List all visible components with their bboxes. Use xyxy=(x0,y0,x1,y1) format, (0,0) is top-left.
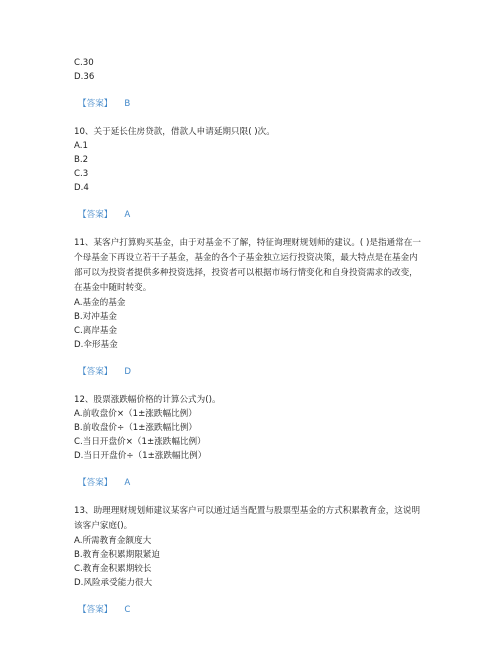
option-c-prev: C.30 xyxy=(74,58,94,68)
question-10-option-d: D.4 xyxy=(74,183,89,193)
question-10-option-a: A.1 xyxy=(74,141,88,151)
answer-label: 【答案】 xyxy=(78,478,113,488)
answer-value: B xyxy=(124,99,131,109)
answer-label: 【答案】 xyxy=(78,605,113,615)
question-12-answer xyxy=(74,476,434,490)
answer-prev xyxy=(74,97,434,111)
question-12-option-c: C.当日开盘价×（1±涨跌幅比例） xyxy=(74,437,206,447)
answer-value: C xyxy=(124,605,131,615)
answer-label: 【答案】 xyxy=(78,210,113,220)
question-12-option-a: A.前收盘价×（1±涨跌幅比例） xyxy=(74,409,197,419)
question-13-answer xyxy=(74,603,434,617)
question-10-option-c: C.3 xyxy=(74,169,89,179)
question-11-stem: 11、某客户打算购买基金，由于对基金不了解，特征询理财规划师的建议。( )是指通常在一个母基金下再设立若干子基金，基金的各个子基金独立运行投资决策，最大特点是在基金内部可以为投资者提供多种投资选择，投资者可以根据市场行情变化和自身投资需求的改变，在基金中随时转变。 xyxy=(74,238,421,293)
question-11-option-b: B.对冲基金 xyxy=(74,312,118,322)
question-12-option-d: D.当日开盘价÷（1±涨跌幅比例） xyxy=(74,451,207,461)
question-13-option-a: A.所需教育金额度大 xyxy=(74,536,152,546)
question-13-option-d: D.风险承受能力很大 xyxy=(74,578,153,588)
question-12-option-b: B.前收盘价÷（1±涨跌幅比例） xyxy=(74,423,198,433)
option-d-prev: D.36 xyxy=(74,72,95,82)
answer-value: A xyxy=(124,210,131,220)
document-page xyxy=(74,56,434,617)
question-12-stem: 12、股票涨跌幅价格的计算公式为()。 xyxy=(74,395,221,405)
question-10-answer xyxy=(74,208,434,222)
question-13-option-c: C.教育金积累期较长 xyxy=(74,564,152,574)
answer-label: 【答案】 xyxy=(78,367,113,377)
answer-label: 【答案】 xyxy=(78,99,113,109)
answer-value: A xyxy=(124,478,131,488)
question-11-option-a: A.基金的基金 xyxy=(74,298,126,308)
question-10-option-b: B.2 xyxy=(74,155,89,165)
question-11-option-c: C.离岸基金 xyxy=(74,326,118,336)
question-13-option-b: B.教育金积累期限紧迫 xyxy=(74,550,160,560)
question-11-answer xyxy=(74,365,434,379)
question-13-stem: 13、助理理财规划师建议某客户可以通过适当配置与股票型基金的方式积累教育金，这说明该客户家庭()。 xyxy=(74,506,421,531)
question-10-stem: 10、关于延长住房贷款，借款人申请延期只限( )次。 xyxy=(74,127,275,137)
question-11-option-d: D.伞形基金 xyxy=(74,340,118,350)
answer-value: D xyxy=(124,367,132,377)
